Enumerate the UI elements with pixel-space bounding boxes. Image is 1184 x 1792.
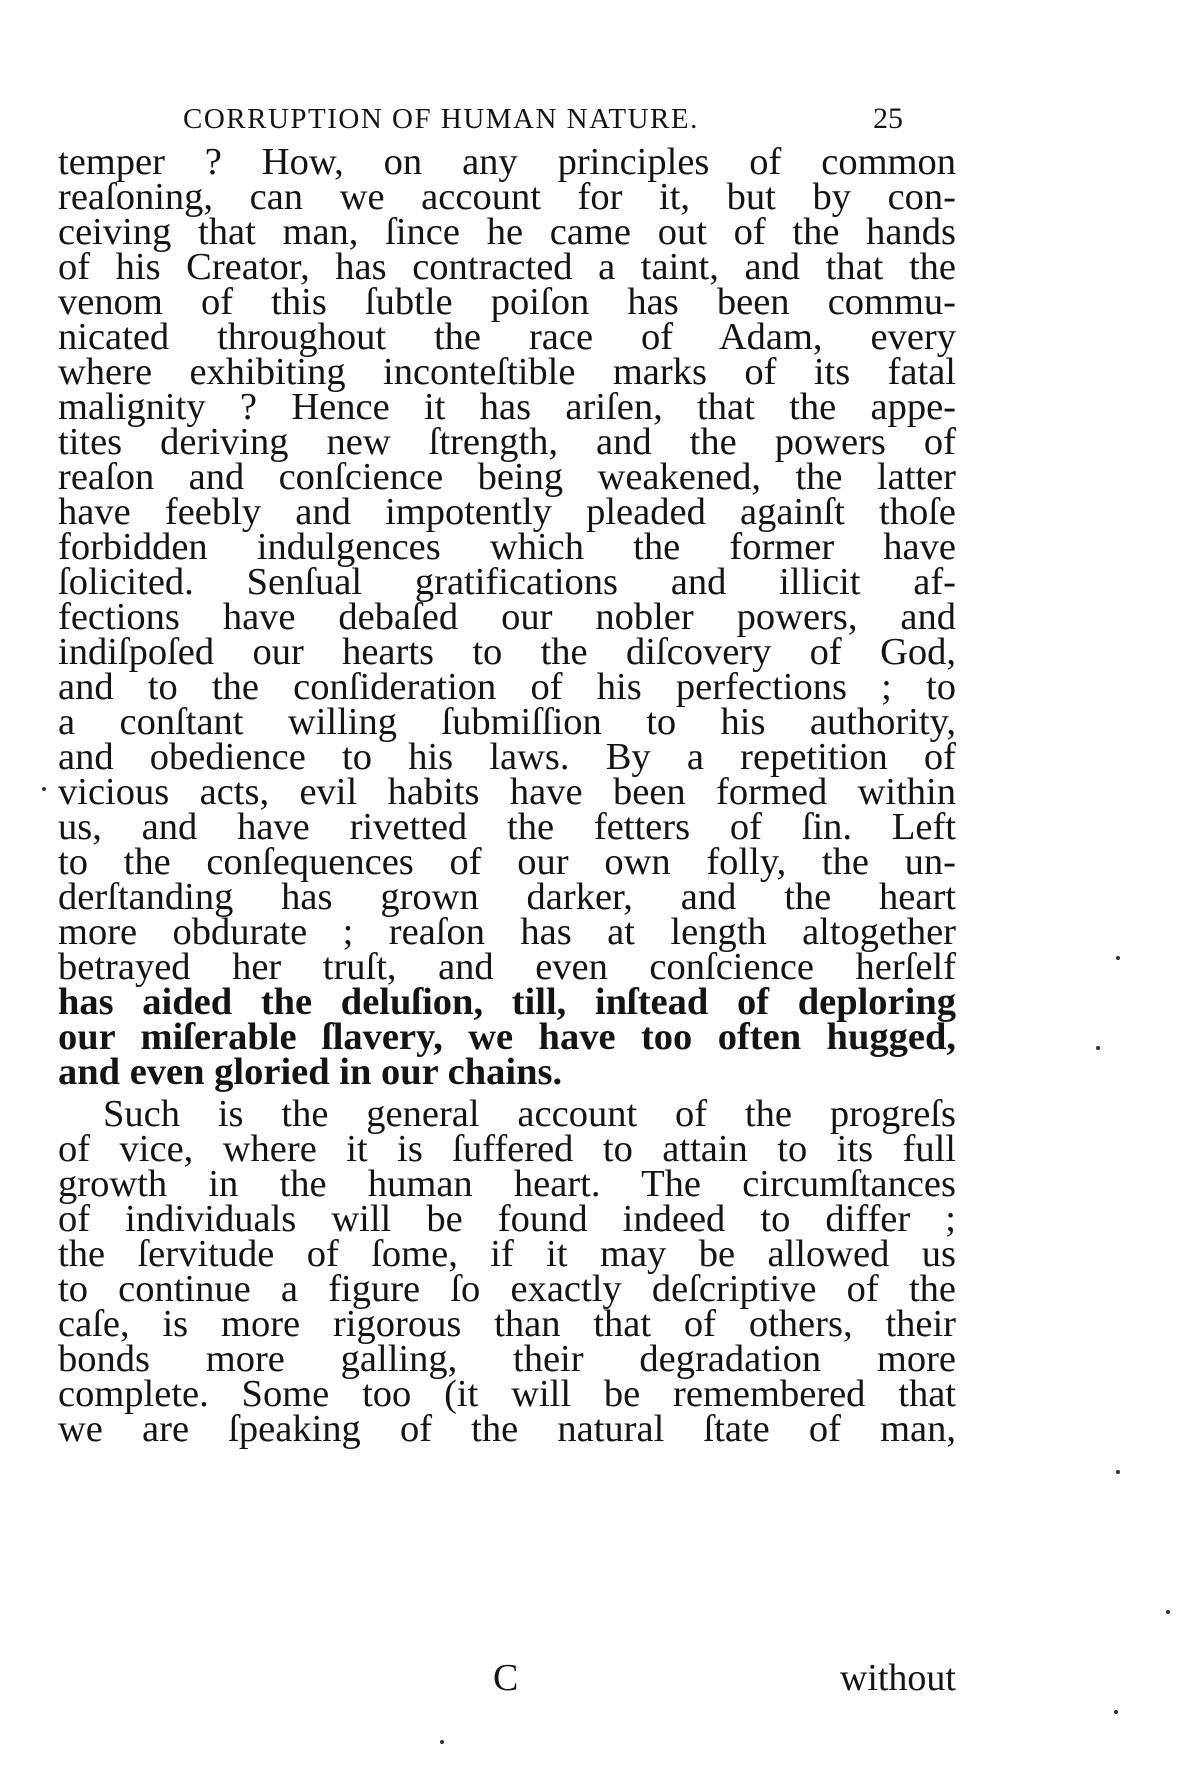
text-line: complete. Some too (it will be remembered that xyxy=(58,1373,956,1415)
text-line: ſolicited. Senſual gratifications and illicit af- xyxy=(58,561,956,603)
paper-speck xyxy=(1116,1470,1120,1474)
text-line: reaſon and conſcience being weakened, the latter xyxy=(58,456,956,498)
text-line: derſtanding has grown darker, and the heart xyxy=(58,876,956,918)
text-line: we are ſpeaking of the natural ſtate of man, xyxy=(58,1408,956,1450)
paper-speck xyxy=(440,1740,444,1744)
paper-speck xyxy=(1114,1710,1118,1714)
text-line: caſe, is more rigorous than that of others, their xyxy=(58,1303,956,1345)
signature-mark: C xyxy=(493,1657,519,1699)
running-title: CORRUPTION OF HUMAN NATURE. xyxy=(183,103,699,135)
text-line: where exhibiting inconteſtible marks of its fatal xyxy=(58,351,956,393)
paragraph-first-line: Such is the general account of the progreſs xyxy=(103,1093,956,1135)
text-line: vicious acts, evil habits have been formed within xyxy=(58,771,956,813)
text-line: and obedience to his laws. By a repetition of xyxy=(58,736,956,778)
text-line: of vice, where it is ſuffered to attain to its full xyxy=(58,1128,956,1170)
text-line: of individuals will be found indeed to differ ; xyxy=(58,1198,956,1240)
text-line: to continue a figure ſo exactly deſcriptive of the xyxy=(58,1268,956,1310)
running-header xyxy=(183,96,983,142)
text-line: has aided the deluſion, till, inſtead of deploring xyxy=(58,981,956,1023)
text-line: reaſoning, can we account for it, but by con- xyxy=(58,176,956,218)
text-line: our miſerable ſlavery, we have too often hugged, xyxy=(58,1016,956,1058)
text-line: venom of this ſubtle poiſon has been commu- xyxy=(58,281,956,323)
page-footer xyxy=(58,1655,956,1701)
text-line: of his Creator, has contracted a taint, and that the xyxy=(58,246,956,288)
paper-speck xyxy=(1096,1046,1100,1050)
text-line: more obdurate ; reaſon has at length altogether xyxy=(58,911,956,953)
text-line: bonds more galling, their degradation more xyxy=(58,1338,956,1380)
text-line: malignity ? Hence it has ariſen, that the appe- xyxy=(58,386,956,428)
text-line: and to the conſideration of his perfections ; to xyxy=(58,666,956,708)
paper-speck xyxy=(1166,1610,1170,1614)
text-line: the ſervitude of ſome, if it may be allowed us xyxy=(58,1233,956,1275)
page-number: 25 xyxy=(873,102,903,135)
paper-speck xyxy=(1116,956,1120,960)
text-line: growth in the human heart. The circumſtances xyxy=(58,1163,956,1205)
text-line: us, and have rivetted the fetters of ſin. Left xyxy=(58,806,956,848)
text-line: and even gloried in our chains. xyxy=(58,1051,563,1093)
text-line: indiſpoſed our hearts to the diſcovery of God, xyxy=(58,631,956,673)
paper-speck xyxy=(42,787,46,791)
text-line: tites deriving new ſtrength, and the powers of xyxy=(58,421,956,463)
text-line: have feebly and impotently pleaded againſt thoſe xyxy=(58,491,956,533)
catchword: without xyxy=(839,1657,956,1699)
text-line: ceiving that man, ſince he came out of the hands xyxy=(58,211,956,253)
text-line: temper ? How, on any principles of common xyxy=(58,141,956,183)
text-line: fections have debaſed our nobler powers, and xyxy=(58,596,956,638)
text-line: betrayed her truſt, and even conſcience herſelf xyxy=(58,946,956,988)
text-line: to the conſequences of our own folly, the un- xyxy=(58,841,956,883)
text-line: forbidden indulgences which the former have xyxy=(58,526,956,568)
text-line: nicated throughout the race of Adam, every xyxy=(58,316,956,358)
text-line: a conſtant willing ſubmiſſion to his authority, xyxy=(58,701,956,743)
